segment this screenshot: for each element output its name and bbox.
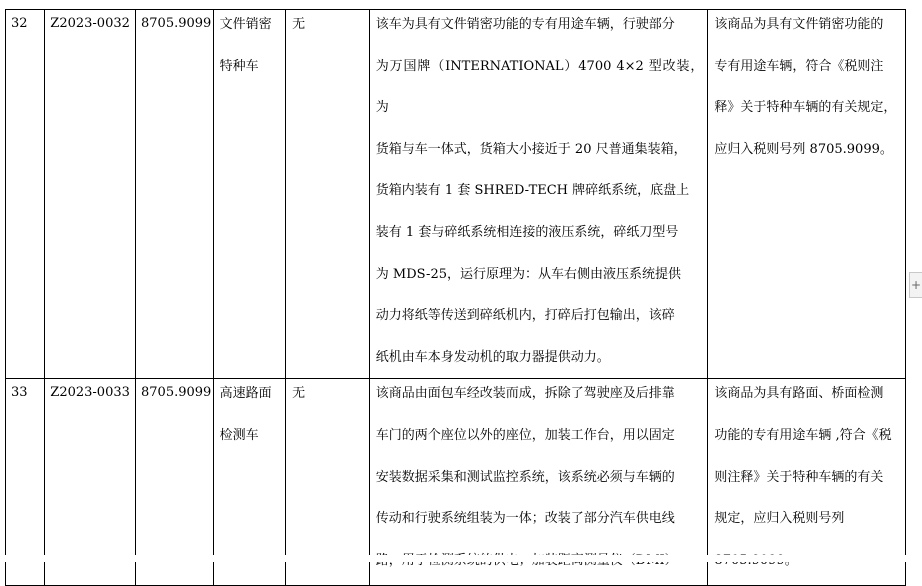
product-name-line: 高速路面 xyxy=(219,386,272,402)
row-number: 33 xyxy=(11,385,28,401)
ruling-code: Z2023-0032 xyxy=(50,16,130,31)
expand-panel-button[interactable] xyxy=(909,272,922,298)
description-line: 装有 1 套与碎纸系统相连接的液压系统，碎纸刀型号 xyxy=(375,224,679,240)
product-name xyxy=(214,10,286,88)
description-line: 安装数据采集和测试监控系统，该系统必须与车辆的 xyxy=(375,469,675,485)
description-line: 车门的两个座位以外的座位，加装工作台，用以固定 xyxy=(375,427,675,443)
description-line: 动力将纸等传送到碎纸机内，打碎后打包输出，该碎 xyxy=(375,308,675,324)
product-name-cell xyxy=(213,10,286,379)
row-number: 32 xyxy=(11,16,28,31)
page-cutoff xyxy=(5,555,906,562)
description-line: 该车为具有文件销密功能的专有用途车辆，行驶部分 xyxy=(375,17,675,32)
reason-line: 功能的专有用途车辆 ,符合《税 xyxy=(714,427,892,443)
reason-line: 该商品为具有路面、桥面检测 xyxy=(714,386,884,402)
reason-line: 释》关于特种车辆的有关规定， xyxy=(714,100,897,116)
hs-code: 8705.9099 xyxy=(141,16,212,31)
description-line: 货箱与车一体式，货箱大小接近于 20 尺普通集装箱， xyxy=(375,141,687,157)
product-name-line: 检测车 xyxy=(219,427,259,443)
reason-line: 专有用途车辆，符合《税则注 xyxy=(714,58,884,74)
classification-reason xyxy=(708,10,905,171)
other-name-cell xyxy=(286,10,370,379)
row-number-cell xyxy=(6,10,45,379)
product-name-line: 文件销密 xyxy=(219,17,272,32)
product-name-line: 特种车 xyxy=(219,58,259,74)
product-name xyxy=(214,379,286,457)
description-line: 货箱内装有 1 套 SHRED-TECH 牌碎纸系统，底盘上 xyxy=(375,183,690,199)
table-row xyxy=(6,10,906,379)
reason-line: 该商品为具有文件销密功能的 xyxy=(714,17,884,32)
plus-icon: + xyxy=(910,278,922,292)
other-name: 无 xyxy=(292,386,306,402)
description-line: 为 MDS-25，运行原理为：从车右侧由液压系统提供 xyxy=(375,266,681,282)
description xyxy=(370,10,708,379)
reason-line: 应归入税则号列 8705.9099。 xyxy=(714,141,893,157)
ruling-table xyxy=(5,9,906,586)
description-line: 传动和行驶系统组装为一体；改装了部分汽车供电线 xyxy=(375,511,675,527)
hs-code-cell xyxy=(136,10,214,379)
description-line: 纸机由车本身发动机的取力器提供动力。 xyxy=(375,349,610,365)
description-line: 为万国牌（INTERNATIONAL）4700 4×2 型改装，为 xyxy=(375,58,704,116)
description-cell xyxy=(369,10,708,379)
ruling-code: Z2023-0033 xyxy=(50,385,130,401)
other-name: 无 xyxy=(292,17,306,32)
classification-reason xyxy=(708,379,905,581)
hs-code: 8705.9099 xyxy=(141,385,212,401)
ruling-code-cell xyxy=(45,10,136,379)
reason-line: 则注释》关于特种车辆的有关 xyxy=(714,469,884,485)
description xyxy=(370,379,708,581)
description-line: 该商品由面包车经改装而成，拆除了驾驶座及后排靠 xyxy=(375,386,675,402)
reason-cell xyxy=(708,10,906,379)
reason-line: 规定，应归入税则号列 xyxy=(714,511,845,527)
